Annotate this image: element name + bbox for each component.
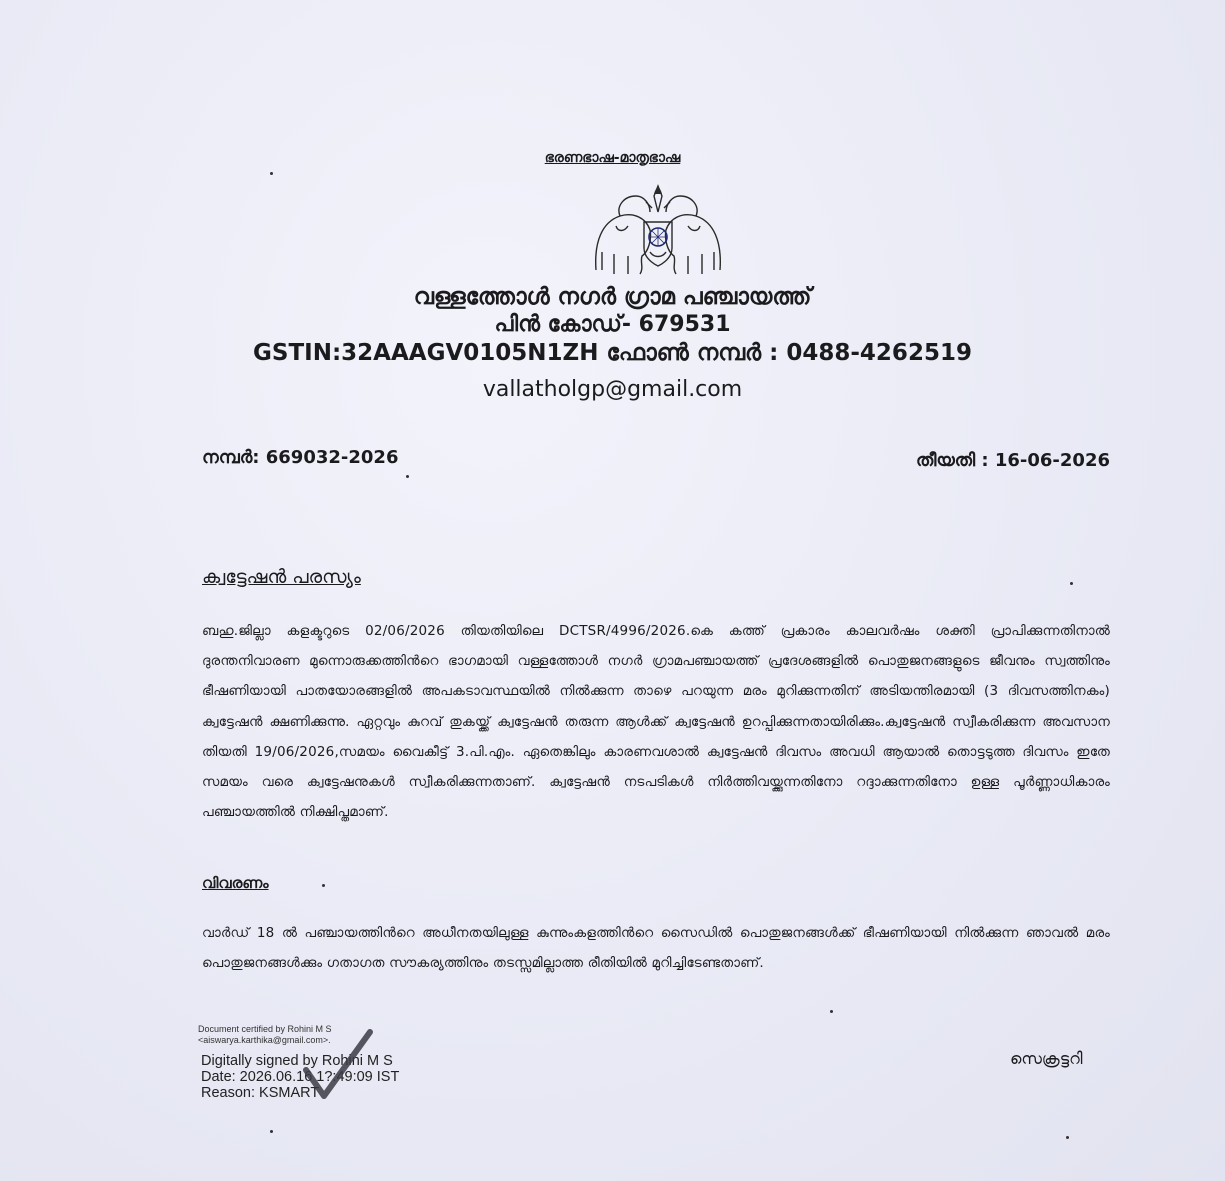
certified-by: Document certified by Rohini M S <box>198 1024 332 1034</box>
notice-paragraph: ബഹു.ജില്ലാ കളക്ടറുടെ 02/06/2026 തിയതിയിലെ DCTSR/4996/2026.കെ കത്ത് പ്രകാരം കാലവർഷം ശക്തി പ്രാപിക്കുന്നതിനാൽ ദുരന്തനിവാരണ മുന്നൊരുക്കത്തിൻറെ ഭാഗമായി വള്ളത്തോൾ നഗർ ഗ്രാമപഞ്ചായത്ത് പ്രദേശങ്ങളിൽ പൊതുജനങ്ങളുടെ ജീവനും സ്വത്തിനും ഭീഷണിയായി പാതയോരങ്ങളിൽ അപകടാവസ്ഥയിൽ നിൽക്കുന്ന താഴെ പറയുന്ന മരം മുറിക്കുന്നതിന് അടിയന്തിരമായി (3 ദിവസത്തിനകം) ക്വട്ടേഷൻ ക്ഷണിക്കുന്നു. ഏറ്റവും കുറവ് തുകയ്ക്ക് ക്വട്ടേഷൻ തരുന്ന ആൾക്ക് ക്വട്ടേഷൻ ഉറപ്പിക്കുന്നതായിരിക്കും.ക്വട്ടേഷൻ സ്വീകരിക്കുന്ന അവസാന തിയതി 19/06/2026,സമയം വൈകീട്ട് 3.പി.എം. ഏതെങ്കിലും കാരണവശാൽ ക്വട്ടേഷൻ ദിവസം അവധി ആയാൽ തൊട്ടടുത്ത ദിവസം ഇതേ സമയം വരെ ക്വട്ടേഷനുകൾ സ്വീകരിക്കുന്നതാണ്. ക്വട്ടേഷൻ നടപടികൾ നിർത്തിവയ്ക്കുന്നതിനോ റദ്ദാക്കുന്നതിനോ ഉള്ള പൂർണ്ണാധികാരം പഞ്ചായത്തിൽ നിക്ഷിപ്തമാണ്. <box>202 623 1110 821</box>
certified-email: <aiswarya.karthika@gmail.com>. <box>198 1035 331 1045</box>
scan-speck <box>270 172 273 175</box>
scan-speck <box>1066 1136 1069 1139</box>
signature-reason: Reason: KSMART <box>201 1085 320 1101</box>
email-address: vallatholgp@gmail.com <box>482 377 743 402</box>
scan-speck <box>322 884 325 887</box>
language-note: ഭരണഭാഷ-മാതൃഭാഷ <box>544 150 681 166</box>
scan-speck <box>830 1010 833 1013</box>
kerala-emblem-icon <box>588 182 728 282</box>
document-date: തീയതി : 16-06-2026 <box>916 450 1110 471</box>
scan-speck <box>406 475 409 478</box>
notice-heading: ക്വട്ടേഷൻ പരസ്യം <box>202 566 361 588</box>
pin-code: പിൻ കോഡ്- 679531 <box>494 312 731 337</box>
reference-number: നമ്പർ: 669032-2026 <box>202 447 399 468</box>
signed-by: Digitally signed by Rohini M S <box>201 1053 393 1069</box>
details-paragraph: വാർഡ് 18 ൽ പഞ്ചായത്തിൻറെ അധീനതയിലുള്ള കുന്നുംകളത്തിൻറെ സൈഡിൽ പൊതുജനങ്ങൾക്ക് ഭീഷണിയായി നിൽക്കുന്ന ഞാവൽ മരം പൊതുജനങ്ങൾക്കും ഗതാഗത സൗകര്യത്തിനും തടസ്സമില്ലാത്ത രീതിയിൽ മുറിച്ചിടേണ്ടതാണ്. <box>202 925 1110 972</box>
gstin-phone: GSTIN:32AAAGV0105N1ZH ഫോൺ നമ്പർ : 0488-4262519 <box>253 340 972 366</box>
signature-date: Date: 2026.06.16 1?:49:09 IST <box>201 1069 400 1085</box>
organization-name: വള്ളത്തോൾ നഗർ ഗ്രാമ പഞ്ചായത്ത് <box>413 284 812 310</box>
scan-speck <box>1070 582 1073 585</box>
details-heading: വിവരണം <box>202 874 269 892</box>
checkmark-icon <box>302 1028 374 1102</box>
secretary-designation: സെക്രട്ടറി <box>1010 1049 1083 1068</box>
scan-speck <box>270 1130 273 1133</box>
